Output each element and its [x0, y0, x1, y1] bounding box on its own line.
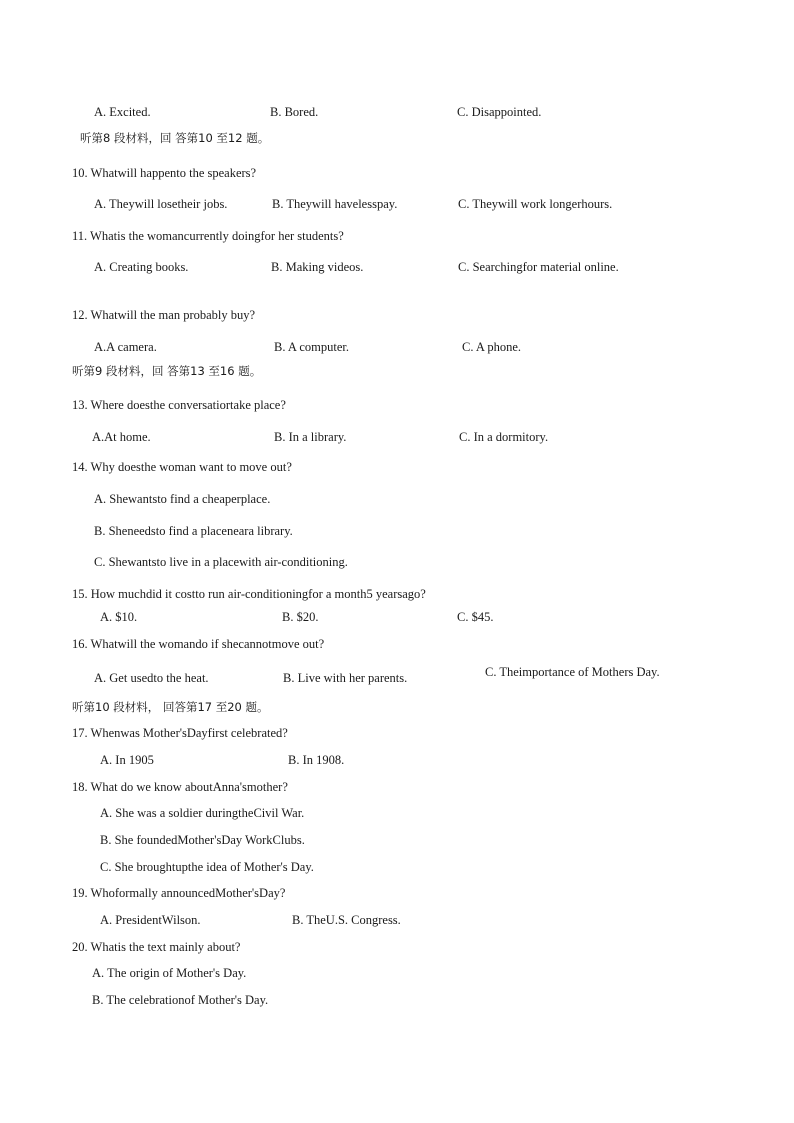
option-13b: B. In a library.	[274, 430, 347, 444]
question-19: 19. Whoformally announcedMother'sDay?	[72, 886, 286, 900]
option-10c: C. Theywill work longerhours.	[458, 197, 613, 211]
stray-option-20c: C. Theimportance of Mothers Day.	[485, 665, 660, 679]
option-9b: B. Bored.	[270, 105, 319, 119]
option-12a: A.A camera.	[94, 340, 157, 354]
option-19b: B. TheU.S. Congress.	[292, 913, 401, 927]
question-17: 17. Whenwas Mother'sDayfirst celebrated?	[72, 726, 288, 740]
question-11: 11. Whatis the womancurrently doingfor her students?	[72, 229, 344, 243]
option-20b: B. The celebrationof Mother's Day.	[92, 993, 269, 1007]
option-13c: C. In a dormitory.	[459, 430, 549, 444]
option-14b: B. Sheneedsto find a placeneara library.	[94, 524, 293, 538]
option-14c: C. Shewantsto live in a placewith air-conditioning.	[94, 555, 348, 569]
option-11b: B. Making videos.	[271, 260, 364, 274]
option-11a: A. Creating books.	[94, 260, 189, 274]
option-10a: A. Theywill losetheir jobs.	[94, 197, 228, 211]
option-17a: A. In 1905	[100, 753, 154, 767]
question-10: 10. Whatwill happento the speakers?	[72, 166, 257, 180]
question-12: 12. Whatwill the man probably buy?	[72, 308, 256, 322]
option-18b: B. She foundedMother'sDay WorkClubs.	[100, 833, 305, 847]
option-12c: C. A phone.	[462, 340, 522, 354]
option-15c: C. $45.	[457, 610, 494, 624]
option-19a: A. PresidentWilson.	[100, 913, 201, 927]
option-16b: B. Live with her parents.	[283, 671, 408, 685]
option-10b: B. Theywill havelesspay.	[272, 197, 398, 211]
option-16a: A. Get usedto the heat.	[94, 671, 209, 685]
section-heading-9: 听第9 段材料，回 答第13 至16 题。	[72, 364, 262, 378]
question-14: 14. Why doesthe woman want to move out?	[72, 460, 292, 474]
option-17b: B. In 1908.	[288, 753, 345, 767]
section-heading-8: 听第8 段材料，回 答第10 至12 题。	[80, 131, 270, 145]
option-15b: B. $20.	[282, 610, 319, 624]
option-9a: A. Excited.	[94, 105, 151, 119]
question-20: 20. Whatis the text mainly about?	[72, 940, 241, 954]
question-18: 18. What do we know aboutAnna'smother?	[72, 780, 288, 794]
option-18c: C. She broughtupthe idea of Mother's Day.	[100, 860, 314, 874]
option-9c: C. Disappointed.	[457, 105, 542, 119]
option-15a: A. $10.	[100, 610, 138, 624]
option-20a: A. The origin of Mother's Day.	[92, 966, 247, 980]
question-15: 15. How muchdid it costto run air-conditioningfor a month5 yearsago?	[72, 587, 426, 601]
option-12b: B. A computer.	[274, 340, 349, 354]
question-13: 13. Where doesthe conversatiortake place?	[72, 398, 286, 412]
option-13a: A.At home.	[92, 430, 151, 444]
option-11c: C. Searchingfor material online.	[458, 260, 619, 274]
question-16: 16. Whatwill the womando if shecannotmove out?	[72, 637, 325, 651]
option-14a: A. Shewantsto find a cheaperplace.	[94, 492, 271, 506]
option-18a: A. She was a soldier duringtheCivil War.	[100, 806, 305, 820]
section-heading-10: 听第10 段材料， 回答第17 至20 题。	[72, 700, 269, 714]
